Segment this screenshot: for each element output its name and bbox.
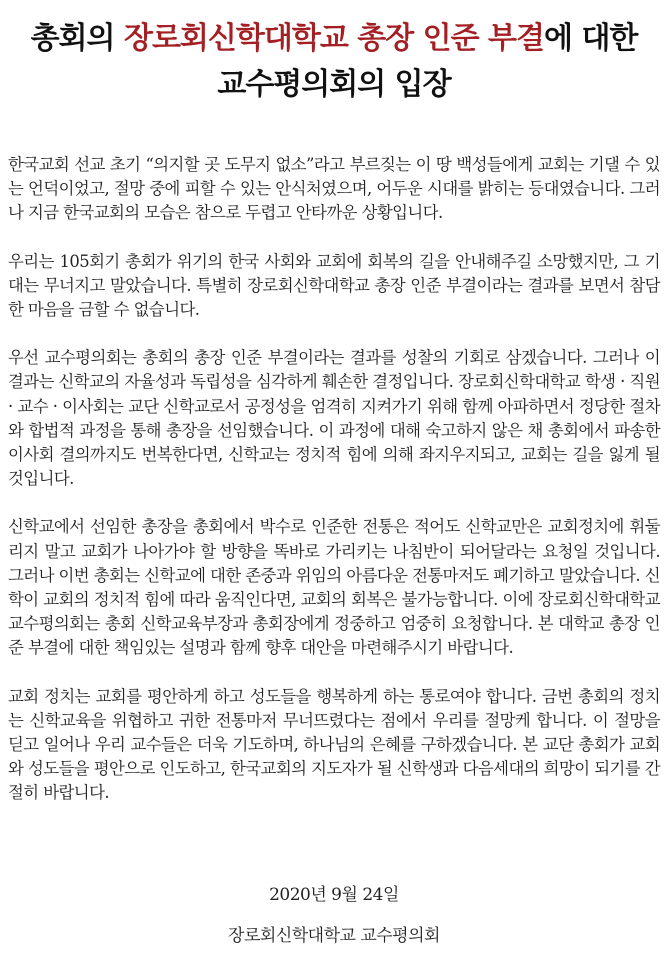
paragraph: 한국교회 선교 초기 “의지할 곳 도무지 없소”라고 부르짖는 이 땅 백성들에게 교회는 기댈 수 있는 언덕이었고, 절망 중에 피할 수 있는 안식처였으며, 어두운 시대를 밝히는 등대였습니다. 그러나 지금 한국교회의 모습은 참으로 두렵고 안타까운 상황입니다. bbox=[8, 155, 660, 223]
paragraph: 교회 정치는 교회를 평안하게 하고 성도들을 행복하게 하는 통로여야 합니다. 금번 총회의 정치는 신학교육을 위협하고 귀한 전통마저 무너뜨렸다는 점에서 우리를 절망케 합니다. 이 절망을 딛고 일어나 우리 교수들은 더욱 기도하며, 하나님의 은혜를 구하겠습니다. 본 교단 총회가 교회와 성도들을 평안으로 인도하고, 한국교회의 지도자가 될 신학생과 다음세대의 희망이 되기를 간절히 바랍니다. bbox=[8, 686, 660, 803]
paragraph: 신학교에서 선임한 총장을 총회에서 박수로 인준한 전통은 적어도 신학교만은 교회정치에 휘둘리지 말고 교회가 나아가야 할 방향을 똑바로 가리키는 나침반이 되어달라는 요청일 것입니다. 그러나 이번 총회는 신학교에 대한 존중과 위임의 아름다운 전통마저도 폐기하고 말았습니다. 신학이 교회의 정치적 힘에 따라 움직인다면, 교회의 회복은 불가능합니다. 이에 장로회신학대학교 교수평의회는 총회 신학교육부장과 총회장에게 정중하고 엄중히 요청합니다. 본 대학교 총장 인준 부결에 대한 책임있는 설명과 함께 향후 대안을 마련해주시기 바랍니다. bbox=[8, 517, 660, 658]
statement-date: 2020년 9월 24일 bbox=[269, 885, 399, 905]
statement-body bbox=[8, 153, 660, 830]
title-accent: 장로회신학대학교 총장 인준 부결 bbox=[123, 21, 545, 56]
title-line-1 bbox=[0, 16, 668, 62]
page-title bbox=[0, 16, 668, 108]
title-part-1: 총회의 bbox=[30, 21, 124, 56]
title-line-2: 교수평의회의 입장 bbox=[217, 67, 451, 102]
paragraph: 우선 교수평의회는 총회의 총장 인준 부결이라는 결과를 성찰의 기회로 삼겠습니다. 그러나 이 결과는 신학교의 자율성과 독립성을 심각하게 훼손한 결정입니다. 장로회신학대학교 학생 · 직원 · 교수 · 이사회는 교단 신학교로서 공정성을 엄격히 지켜가기 위해 함께 아파하면서 정당한 절차와 합법적 과정을 통해 총장을 선임했습니다. 이 과정에 대해 숙고하지 않은 채 총회에서 파송한 이사회 결의까지도 번복한다면, 신학교는 정치적 힘에 의해 좌지우지되고, 교회는 길을 잃게 될 것입니다. bbox=[8, 348, 660, 489]
paragraph: 우리는 105회기 총회가 위기의 한국 사회와 교회에 회복의 길을 안내해주길 소망했지만, 그 기대는 무너지고 말았습니다. 특별히 장로회신학대학교 총장 인준 부결이라는 결과를 보면서 참담한 마음을 금할 수 없습니다. bbox=[8, 251, 660, 320]
title-part-2: 에 대한 bbox=[544, 21, 638, 56]
issuing-organization: 장로회신학대학교 교수평의회 bbox=[228, 926, 440, 946]
